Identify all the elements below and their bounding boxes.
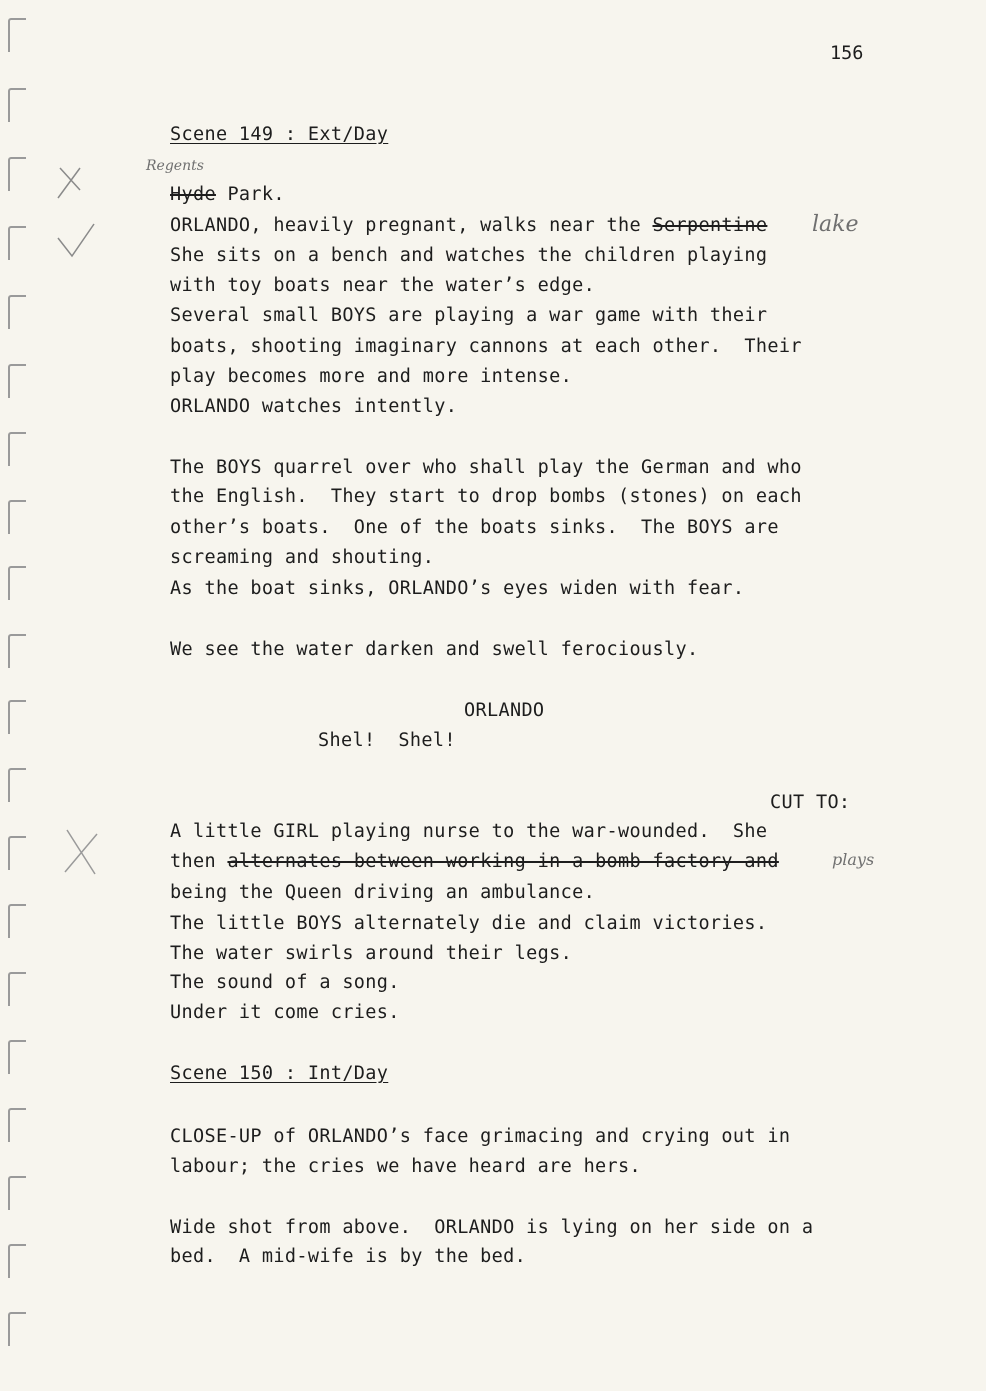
binding-hole bbox=[8, 226, 26, 260]
binding-hole bbox=[8, 18, 26, 52]
action-line bbox=[170, 850, 779, 874]
struck-serpentine: Serpentine bbox=[652, 215, 768, 236]
location-line bbox=[170, 183, 285, 207]
action-line: The little BOYS alternately die and claim victories. bbox=[170, 913, 768, 934]
action-line: CLOSE-UP of ORLANDO’s face grimacing and crying out in bbox=[170, 1126, 791, 1147]
action-text: then bbox=[170, 851, 228, 872]
page-number: 156 bbox=[830, 43, 864, 64]
binding-hole bbox=[8, 1312, 26, 1346]
action-line: A little GIRL playing nurse to the war-wounded. She bbox=[170, 821, 768, 842]
action-line: being the Queen driving an ambulance. bbox=[170, 882, 596, 903]
binding-hole bbox=[8, 1040, 26, 1074]
action-line: bed. A mid-wife is by the bed. bbox=[170, 1246, 527, 1267]
handwritten-lake: lake bbox=[812, 212, 859, 237]
binding-hole bbox=[8, 1176, 26, 1210]
binding-hole bbox=[8, 768, 26, 802]
action-line: She sits on a bench and watches the children playing bbox=[170, 245, 768, 266]
action-line: screaming and shouting. bbox=[170, 547, 435, 568]
binding-hole bbox=[8, 836, 26, 870]
action-line: As the boat sinks, ORLANDO’s eyes widen with fear. bbox=[170, 578, 745, 599]
binding-hole bbox=[8, 904, 26, 938]
action-line: boats, shooting imaginary cannons at each other. Their bbox=[170, 336, 802, 357]
action-line: The sound of a song. bbox=[170, 972, 400, 993]
action-line: We see the water darken and swell ferociously. bbox=[170, 639, 699, 660]
dialogue: Shel! Shel! bbox=[318, 730, 456, 751]
binding-hole bbox=[8, 157, 26, 191]
action-line bbox=[170, 214, 767, 238]
binding-hole bbox=[8, 700, 26, 734]
action-line: Wide shot from above. ORLANDO is lying on her side on a bbox=[170, 1217, 814, 1238]
handwritten-regents: Regents bbox=[146, 158, 204, 174]
action-line: The water swirls around their legs. bbox=[170, 943, 573, 964]
action-line: other’s boats. One of the boats sinks. The BOYS are bbox=[170, 517, 779, 538]
struck-location: Hyde bbox=[170, 184, 216, 205]
scene-heading-150: Scene 150 : Int/Day bbox=[170, 1063, 389, 1084]
binding-hole bbox=[8, 1108, 26, 1142]
location-rest: Park. bbox=[215, 184, 285, 205]
action-line: ORLANDO watches intently. bbox=[170, 396, 458, 417]
struck-text: alternates between working in a bomb factory and bbox=[227, 851, 779, 872]
action-line: with toy boats near the water’s edge. bbox=[170, 275, 596, 296]
binding-hole bbox=[8, 364, 26, 398]
binding-hole bbox=[8, 1244, 26, 1278]
handwritten-plays: plays bbox=[832, 850, 875, 869]
action-line: play becomes more and more intense. bbox=[170, 366, 573, 387]
binding-hole bbox=[8, 295, 26, 329]
character-name: ORLANDO bbox=[464, 700, 545, 721]
binding-hole bbox=[8, 500, 26, 534]
binding-holes bbox=[0, 0, 40, 1391]
action-line: Several small BOYS are playing a war game with their bbox=[170, 305, 768, 326]
action-line: Under it come cries. bbox=[170, 1002, 400, 1023]
action-line: the English. They start to drop bombs (stones) on each bbox=[170, 486, 802, 507]
binding-hole bbox=[8, 432, 26, 466]
binding-hole bbox=[8, 972, 26, 1006]
binding-hole bbox=[8, 634, 26, 668]
action-line: The BOYS quarrel over who shall play the German and who bbox=[170, 457, 802, 478]
pencil-check-marks bbox=[50, 160, 100, 280]
pencil-cross-mark bbox=[55, 820, 105, 880]
action-line: labour; the cries we have heard are hers. bbox=[170, 1156, 642, 1177]
action-text: ORLANDO, heavily pregnant, walks near the bbox=[170, 215, 653, 236]
binding-hole bbox=[8, 88, 26, 122]
binding-hole bbox=[8, 566, 26, 600]
transition-cut-to: CUT TO: bbox=[770, 792, 851, 813]
scene-heading-149: Scene 149 : Ext/Day bbox=[170, 124, 389, 145]
